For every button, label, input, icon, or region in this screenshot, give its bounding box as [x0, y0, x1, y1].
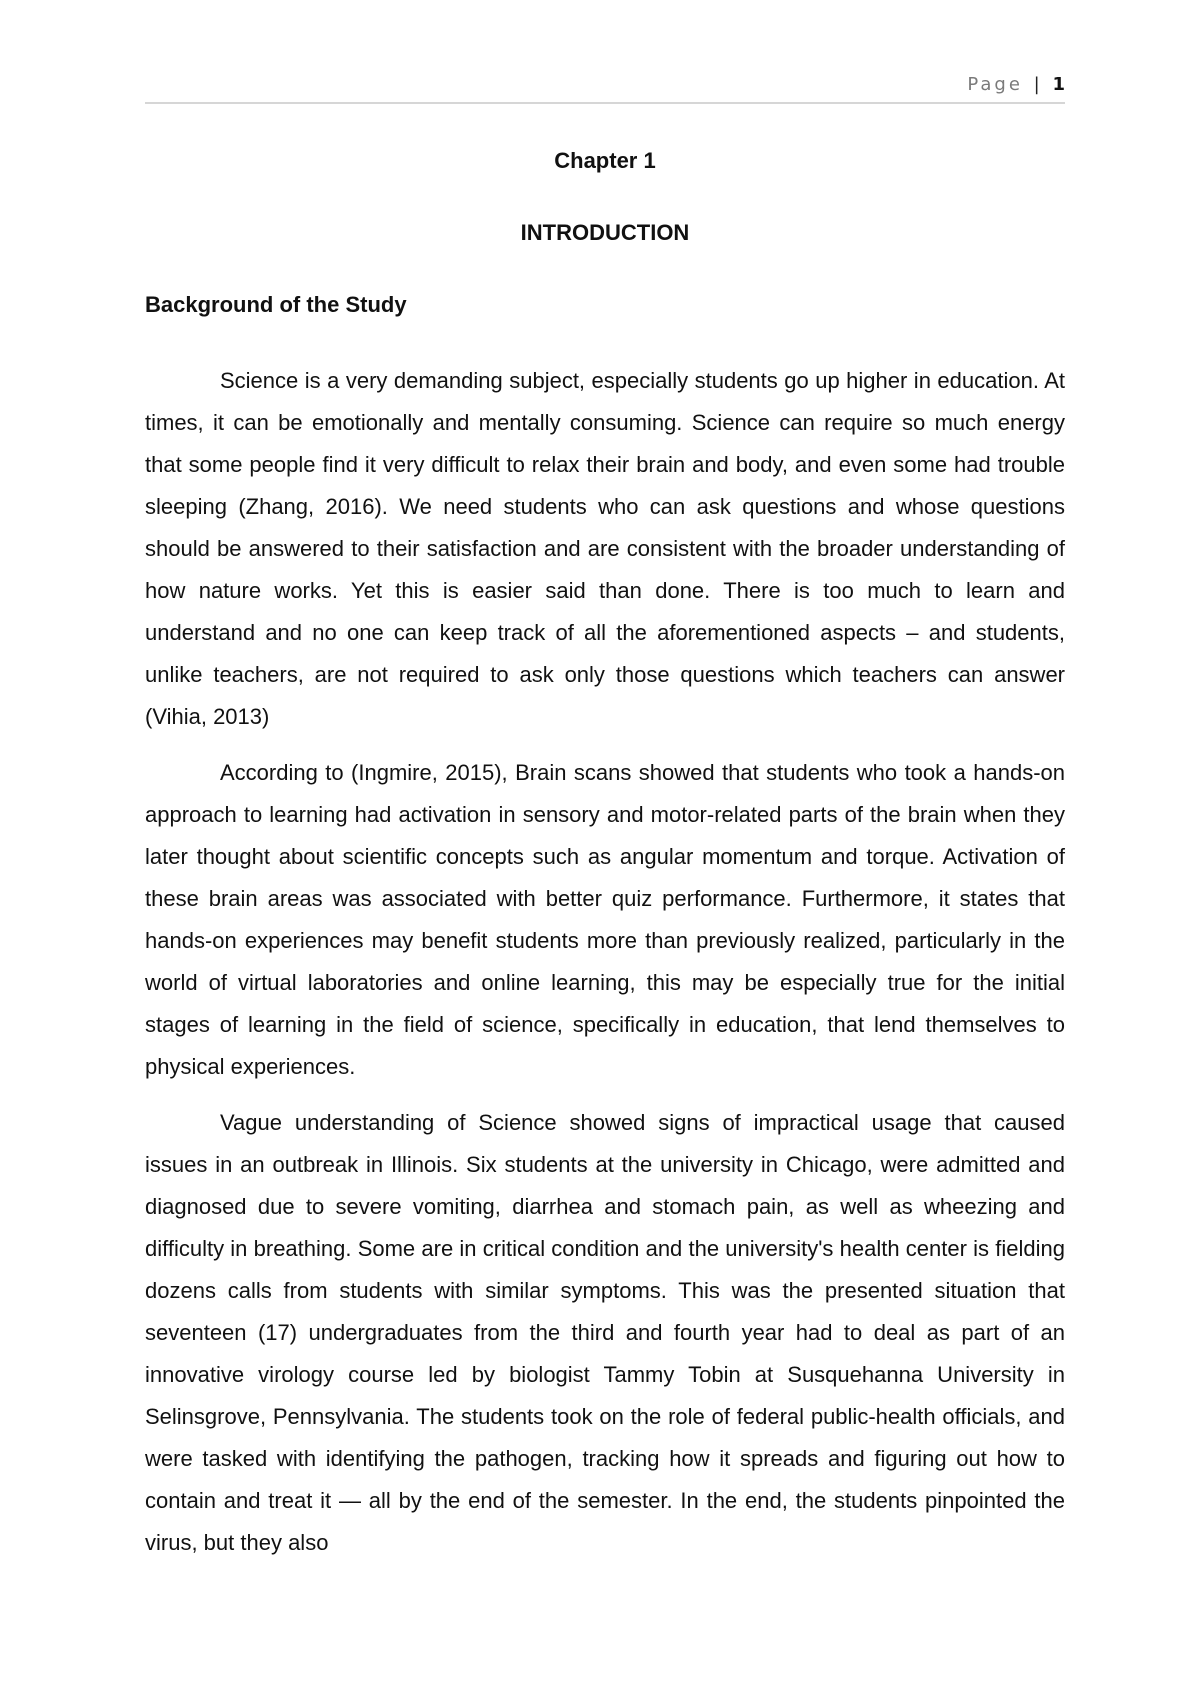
paragraph-1: Science is a very demanding subject, especially students go up higher in education. At times, it can be emotionally and mentally consuming. Science can require so much energy that some people find it very difficult to relax their brain and body, and even some had trouble sleeping (Zhang, 2016). We need students who can ask questions and whose questions should be answered to their satisfaction and are consistent with the broader understanding of how nature works. Yet this is easier said than done. There is too much to learn and understand and no one can keep track of all the aforementioned aspects – and students, unlike teachers, are not required to ask only those questions which teachers can answer (Vihia, 2013) [145, 368, 1065, 729]
chapter-title: Chapter 1 [554, 148, 656, 173]
page-header [145, 70, 1065, 104]
page-number: 1 [1052, 74, 1065, 95]
section-title: INTRODUCTION [520, 220, 690, 245]
page-number-label [967, 74, 1065, 95]
subheading-background: Background of the Study [145, 292, 407, 317]
body-text [145, 360, 1065, 1578]
paragraph-3: Vague understanding of Science showed signs of impractical usage that caused issues in an outbreak in Illinois. Six students at the university in Chicago, were admitted and diagnosed due to severe vomiting, diarrhea and stomach pain, as well as wheezing and difficulty in breathing. Some are in critical condition and the university's health center is fielding dozens calls from students with similar symptoms. This was the presented situation that seventeen (17) undergraduates from the third and fourth year had to deal as part of an innovative virology course led by biologist Tammy Tobin at Susquehanna University in Selinsgrove, Pennsylvania. The students took on the role of federal public-health officials, and were tasked with identifying the pathogen, tracking how it spreads and figuring out how to contain and treat it — all by the end of the semester. In the end, the students pinpointed the virus, but they also [145, 1110, 1065, 1555]
paragraph-2: According to (Ingmire, 2015), Brain scans showed that students who took a hands-on approach to learning had activation in sensory and motor-related parts of the brain when they later thought about scientific concepts such as angular momentum and torque. Activation of these brain areas was associated with better quiz performance. Furthermore, it states that hands-on experiences may benefit students more than previously realized, particularly in the world of virtual laboratories and online learning, this may be especially true for the initial stages of learning in the field of science, specifically in education, that lend themselves to physical experiences. [145, 760, 1065, 1079]
page-word: Page [967, 74, 1023, 95]
page-separator: | [1033, 74, 1040, 95]
